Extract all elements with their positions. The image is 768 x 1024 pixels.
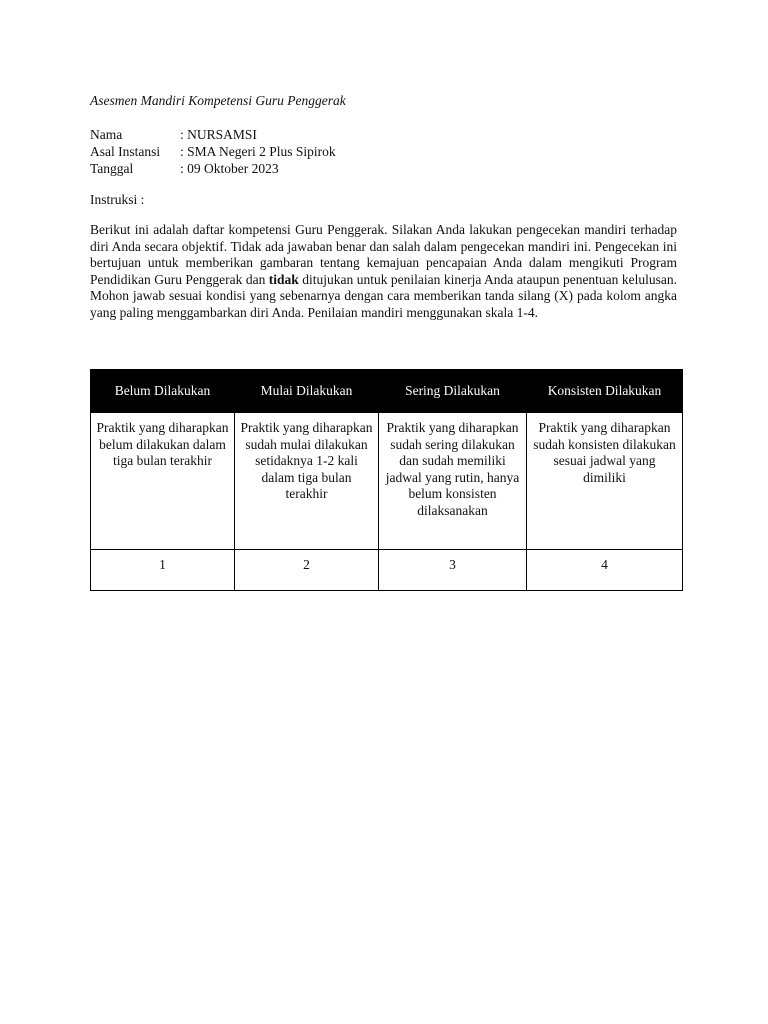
table-row [91, 550, 683, 591]
score-cell-2: 2 [235, 550, 379, 591]
header-mulai-dilakukan: Mulai Dilakukan [235, 370, 379, 413]
description-cell-4: Praktik yang diharapkan sudah konsisten dilakukan sesuai jadwal yang dimiliki [527, 413, 683, 550]
rating-scale-table [90, 369, 683, 591]
paragraph-bold-word: tidak [268, 271, 299, 287]
description-cell-1: Praktik yang diharapkan belum dilakukan dalam tiga bulan terakhir [91, 413, 235, 550]
score-cell-3: 3 [379, 550, 527, 591]
info-row-institution [90, 143, 336, 160]
score-cell-4: 4 [527, 550, 683, 591]
table-header-row [91, 370, 683, 413]
date-label: Tanggal [90, 161, 134, 176]
header-sering-dilakukan: Sering Dilakukan [379, 370, 527, 413]
score-cell-1: 1 [91, 550, 235, 591]
info-row-date [90, 160, 336, 177]
description-cell-3: Praktik yang diharapkan sudah sering dilakukan dan sudah memiliki jadwal yang rutin, hanya belum konsisten dilaksanakan [379, 413, 527, 550]
institution-value: : SMA Negeri 2 Plus Sipirok [180, 144, 336, 159]
institution-label: Asal Instansi [90, 144, 161, 159]
identity-block [90, 126, 336, 177]
table-row [91, 413, 683, 550]
name-label: Nama [90, 127, 123, 142]
name-value: : NURSAMSI [180, 127, 257, 142]
description-cell-2: Praktik yang diharapkan sudah mulai dilakukan setidaknya 1-2 kali dalam tiga bulan terakhir [235, 413, 379, 550]
info-row-name [90, 126, 336, 143]
paragraph-part-2: ditujukan untuk penilaian kinerja Anda ataupun penentuan kelulusan. Mohon jawab sesuai kondisi yang sebenarnya dengan cara memberikan tanda silang (X) pada kolom angka yang paling menggambarkan diri Anda. Penilaian mandiri menggunakan skala 1-4. [90, 271, 677, 320]
header-belum-dilakukan: Belum Dilakukan [91, 370, 235, 413]
header-konsisten-dilakukan: Konsisten Dilakukan [527, 370, 683, 413]
instructions-paragraph [90, 222, 677, 321]
date-value: : 09 Oktober 2023 [180, 161, 279, 176]
document-title: Asesmen Mandiri Kompetensi Guru Penggerak [90, 93, 346, 108]
instructions-label: Instruksi : [90, 192, 145, 207]
paragraph-part-1: Berikut ini adalah daftar kompetensi Guru Penggerak. Silakan Anda lakukan pengecekan mandiri terhadap diri Anda secara objektif. Tidak ada jawaban benar dan salah dalam pengecekan mandiri ini. Pengecekan ini bertujuan untuk memberikan gambaran tentang kemajuan pencapaian Anda dalam mengikuti Program Pendidikan Guru Penggerak dan [90, 222, 677, 287]
